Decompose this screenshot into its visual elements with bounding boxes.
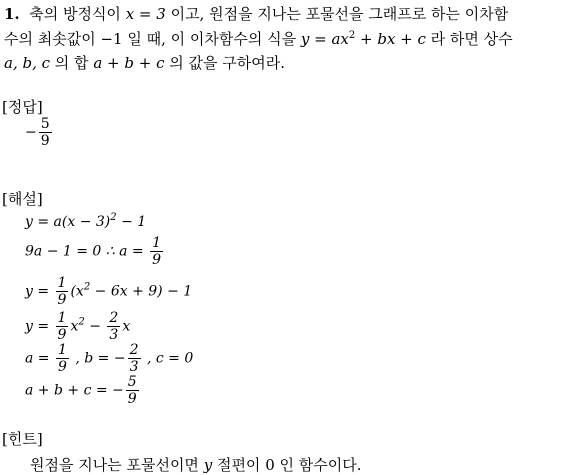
solution-line-2 bbox=[25, 236, 165, 267]
math-fraction bbox=[56, 311, 69, 342]
math-inline: y = a(x − 3) bbox=[25, 214, 111, 230]
problem-number: 1. bbox=[4, 5, 20, 23]
solution-line-1 bbox=[25, 214, 146, 230]
math-inline: y = ax bbox=[300, 30, 349, 48]
fraction-numerator: 1 bbox=[57, 310, 67, 326]
math-inline: x bbox=[122, 318, 131, 335]
math-inline: a = bbox=[25, 350, 54, 367]
problem-text: 라 하면 상수 bbox=[425, 30, 513, 48]
answer-fraction bbox=[39, 117, 52, 148]
answer-sign: − bbox=[25, 124, 37, 141]
problem-text: 수의 최솟값이 −1 일 때, 이 이차함수의 식을 bbox=[4, 30, 301, 48]
math-inline: y bbox=[203, 456, 213, 474]
math-fraction bbox=[107, 311, 120, 342]
fraction-denominator: 9 bbox=[57, 327, 67, 343]
solution-line-3 bbox=[25, 276, 192, 307]
problem-text: 의 합 bbox=[50, 54, 94, 72]
fraction-numerator: 2 bbox=[109, 310, 119, 326]
math-inline: − 6x + 9) − 1 bbox=[90, 283, 193, 300]
math-fraction bbox=[56, 276, 69, 307]
fraction-numerator: 5 bbox=[40, 116, 50, 132]
problem-line-3 bbox=[4, 52, 285, 73]
hint-header: [힌트] bbox=[2, 430, 43, 448]
math-fraction bbox=[150, 236, 163, 267]
math-exponent: 2 bbox=[110, 212, 117, 223]
problem-text: 이고, 원점을 지나는 포물선을 그래프로 하는 이차함 bbox=[165, 5, 509, 23]
fraction-numerator: 1 bbox=[152, 235, 162, 251]
math-inline: a, b, c bbox=[4, 54, 51, 72]
solution-header: [해설] bbox=[2, 190, 43, 208]
math-inline: , c = 0 bbox=[142, 350, 194, 367]
math-inline: a + b + c = − bbox=[25, 382, 124, 399]
problem-line-1 bbox=[4, 3, 508, 24]
fraction-numerator: 1 bbox=[57, 342, 67, 358]
fraction-denominator: 9 bbox=[40, 133, 50, 149]
fraction-numerator: 5 bbox=[127, 374, 137, 390]
solution-line-5 bbox=[25, 343, 193, 374]
fraction-denominator: 9 bbox=[57, 359, 67, 375]
math-inline: a + b + c bbox=[93, 54, 165, 72]
hint-text-part: 절편이 0 인 함수이다. bbox=[212, 456, 362, 474]
math-fraction bbox=[56, 343, 69, 374]
math-exponent: 2 bbox=[78, 316, 85, 328]
math-exponent: 2 bbox=[83, 281, 91, 293]
math-inline: , b = − bbox=[70, 350, 126, 367]
fraction-numerator: 2 bbox=[129, 342, 139, 358]
solution-line-6 bbox=[25, 375, 141, 406]
math-inline: − 1 bbox=[116, 214, 147, 230]
math-inline: + bx + c bbox=[355, 30, 426, 48]
math-inline: y = bbox=[25, 318, 54, 335]
fraction-denominator: 9 bbox=[127, 391, 137, 407]
math-fraction bbox=[126, 375, 139, 406]
math-fraction bbox=[128, 343, 141, 374]
problem-line-2 bbox=[4, 28, 513, 49]
fraction-numerator: 1 bbox=[57, 275, 67, 291]
problem-text: 축의 방정식이 bbox=[29, 5, 126, 23]
math-inline: x = 3 bbox=[125, 5, 166, 23]
problem-text: 의 값을 구하여라. bbox=[164, 54, 285, 72]
math-exponent: 2 bbox=[348, 30, 356, 41]
fraction-denominator: 3 bbox=[129, 359, 139, 375]
math-inline: (x bbox=[70, 283, 84, 300]
fraction-denominator: 3 bbox=[109, 327, 119, 343]
solution-line-4 bbox=[25, 311, 130, 342]
hint-text-part: 원점을 지나는 포물선이면 bbox=[30, 456, 204, 474]
answer-value bbox=[25, 117, 54, 148]
math-inline: y = bbox=[25, 283, 54, 300]
answer-header: [정답] bbox=[2, 98, 43, 116]
fraction-denominator: 9 bbox=[57, 292, 67, 308]
math-inline: x bbox=[70, 318, 79, 335]
hint-text bbox=[30, 454, 362, 475]
math-inline: − bbox=[84, 318, 106, 335]
math-inline: 9a − 1 = 0 ∴ a = bbox=[25, 243, 149, 260]
fraction-denominator: 9 bbox=[152, 252, 162, 268]
